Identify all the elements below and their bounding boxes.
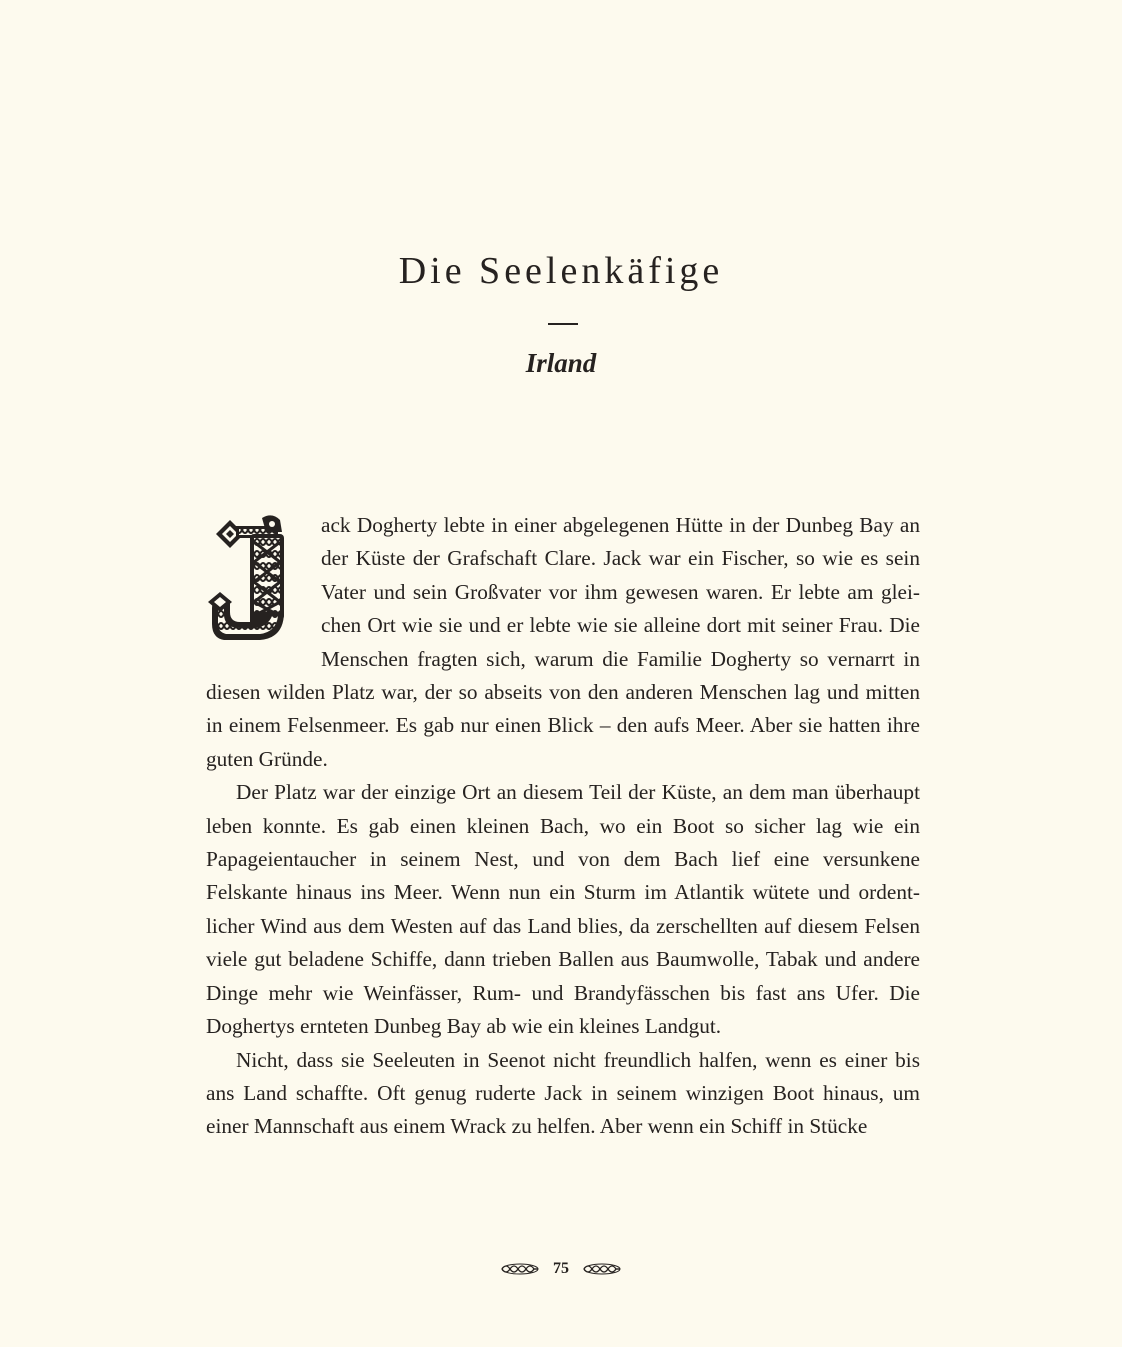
chapter-title: Die Seelenkäfige [398, 250, 724, 292]
page-number: 75 [553, 1260, 569, 1277]
paragraph-2: Der Platz war der einzige Ort an diesem Teil der Küste, an dem man überhaupt leben konnte. Es gab einen kleinen Bach, wo ein Boot so sicher lag wie ein Papageientaucher in seinem Nest, und von dem Bach lief eine versunkene Felskante hinaus ins Meer. Wenn nun ein Sturm im Atlantik wütete und ordentlicher Wind aus dem Westen auf das Land blies, da zerschellten auf diesem Felsen viele gut beladene Schiffe, dann trieben Ballen aus Baumwolle, Tabak und andere Dinge mehr wie Weinfässer, Rum- und Brandyfässchen bis fast ans Ufer. Die Doghertys ernteten Dunbeg Bay ab wie ein kleines Landgut. [206, 780, 920, 1039]
left-knot-ornament-icon [501, 1263, 539, 1275]
story-text [206, 509, 920, 1144]
page-footer [0, 1257, 1122, 1281]
paragraph-1-text: ack Dogherty lebte in einer abgelegenen Hütte in der Dunbeg Bay an der Küste der Grafschaft Clare. Jack war ein Fischer, so wie es sein Vater und sein Großvater vor ihm gewesen waren. Er lebte am gleichen Ort wie sie und er lebte wie sie alleine dort mit seiner Frau. Die Menschen fragten sich, warum die Familie Dogherty so vernarrt in diesen wilden Platz war, der so abseits von den anderen Menschen lag und mitten in einem Felsenmeer. Es gab nur einen Blick – den aufs Meer. Aber sie hatten ihre guten Gründe. [206, 513, 920, 771]
right-knot-ornament-icon [583, 1263, 621, 1275]
title-divider [548, 323, 578, 325]
dropcap-j-icon [206, 512, 308, 646]
paragraph-3: Nicht, dass sie Seeleuten in Seenot nicht freundlich halfen, wenn es einer bis ans Land schaffte. Oft genug ruderte Jack in seinem winzigen Boot hinaus, um einer Mannschaft aus einem Wrack zu helfen. Aber wenn ein Schiff in Stücke [206, 1047, 920, 1139]
paragraph-1 [206, 509, 920, 776]
chapter-subtitle: Irland [525, 348, 597, 378]
